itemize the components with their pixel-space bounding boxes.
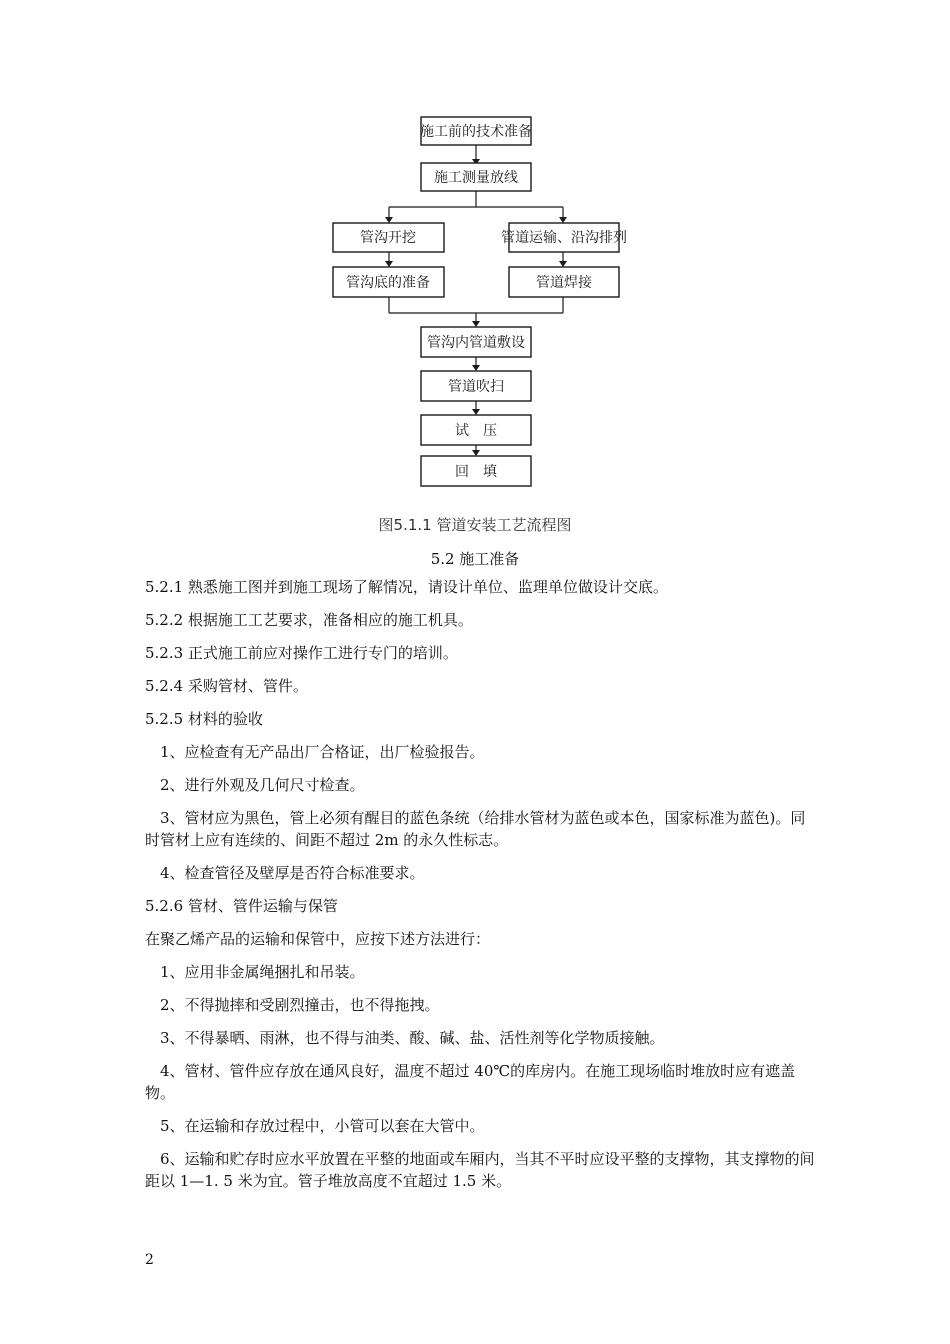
svg-text:试 压: 试 压 bbox=[455, 423, 497, 439]
paragraph: 5.2.6 管材、管件运输与保管 bbox=[145, 897, 338, 915]
paragraph: 5.2.1 熟悉施工图并到施工现场了解情况，请设计单位、监理单位做设计交底。 bbox=[145, 578, 668, 596]
flow-step-pressure-test bbox=[421, 415, 531, 445]
svg-text:管道运输、沿沟排列: 管道运输、沿沟排列 bbox=[501, 230, 627, 246]
flow-step-technical-prep bbox=[420, 117, 532, 145]
section-title: 5.2 施工准备 bbox=[430, 550, 520, 568]
flow-step-pipe-welding bbox=[509, 267, 619, 297]
list-item: 1、应检查有无产品出厂合格证，出厂检验报告。 bbox=[160, 743, 485, 761]
svg-text:施工测量放线: 施工测量放线 bbox=[434, 170, 518, 186]
list-item: 2、不得抛摔和受剧烈撞击，也不得拖拽。 bbox=[160, 996, 440, 1014]
paragraph: 5.2.2 根据施工工艺要求，准备相应的施工机具。 bbox=[145, 611, 473, 629]
paragraph: 5.2.3 正式施工前应对操作工进行专门的培训。 bbox=[145, 644, 458, 662]
svg-text:回 填: 回 填 bbox=[455, 464, 497, 480]
svg-text:施工前的技术准备: 施工前的技术准备 bbox=[420, 124, 532, 140]
paragraph: 在聚乙烯产品的运输和保管中，应按下述方法进行： bbox=[145, 930, 491, 948]
flow-step-trench-bottom-prep bbox=[333, 267, 444, 297]
body-text bbox=[145, 576, 815, 1203]
list-item: 4、管材、管件应存放在通风良好，温度不超过 40℃的库房内。在施工现场临时堆放时应有遮盖物。 bbox=[145, 1062, 796, 1102]
figure-caption: 图5.1.1 管道安装工艺流程图 bbox=[378, 516, 572, 534]
flow-step-pipe-purging bbox=[421, 371, 531, 401]
list-item: 5、在运输和存放过程中，小管可以套在大管中。 bbox=[160, 1117, 485, 1135]
svg-text:管沟开挖: 管沟开挖 bbox=[360, 230, 416, 246]
paragraph: 5.2.4 采购管材、管件。 bbox=[145, 677, 308, 695]
list-item: 1、应用非金属绳捆扎和吊装。 bbox=[160, 963, 365, 981]
page-number: 2 bbox=[145, 1252, 154, 1268]
list-item: 6、运输和贮存时应水平放置在平整的地面或车厢内，当其不平时应设平整的支撑物，其支撑物的间距以 1—1. 5 米为宜。管子堆放高度不宜超过 1.5 米。 bbox=[145, 1150, 815, 1190]
flow-step-backfill bbox=[421, 456, 531, 486]
paragraph: 5.2.5 材料的验收 bbox=[145, 710, 263, 728]
process-flowchart bbox=[0, 0, 950, 510]
svg-text:管沟底的准备: 管沟底的准备 bbox=[346, 275, 430, 291]
list-item: 3、管材应为黑色，管上必须有醒目的蓝色条统（给排水管材为蓝色或本色，国家标准为蓝色)。同时管材上应有连续的、间距不超过 2m 的永久性标志。 bbox=[145, 809, 806, 849]
flow-step-pipe-transport bbox=[501, 223, 627, 252]
svg-text:管道焊接: 管道焊接 bbox=[536, 275, 592, 291]
flow-step-trench-excavation bbox=[333, 223, 444, 252]
flow-step-pipe-laying bbox=[421, 327, 531, 357]
list-item: 2、进行外观及几何尺寸检查。 bbox=[160, 776, 365, 794]
svg-text:管道吹扫: 管道吹扫 bbox=[448, 379, 504, 395]
list-item: 3、不得暴晒、雨淋，也不得与油类、酸、碱、盐、活性剂等化学物质接触。 bbox=[160, 1029, 665, 1047]
svg-text:管沟内管道敷设: 管沟内管道敷设 bbox=[427, 335, 525, 351]
list-item: 4、检查管径及壁厚是否符合标准要求。 bbox=[160, 864, 425, 882]
flow-step-survey bbox=[421, 163, 531, 191]
